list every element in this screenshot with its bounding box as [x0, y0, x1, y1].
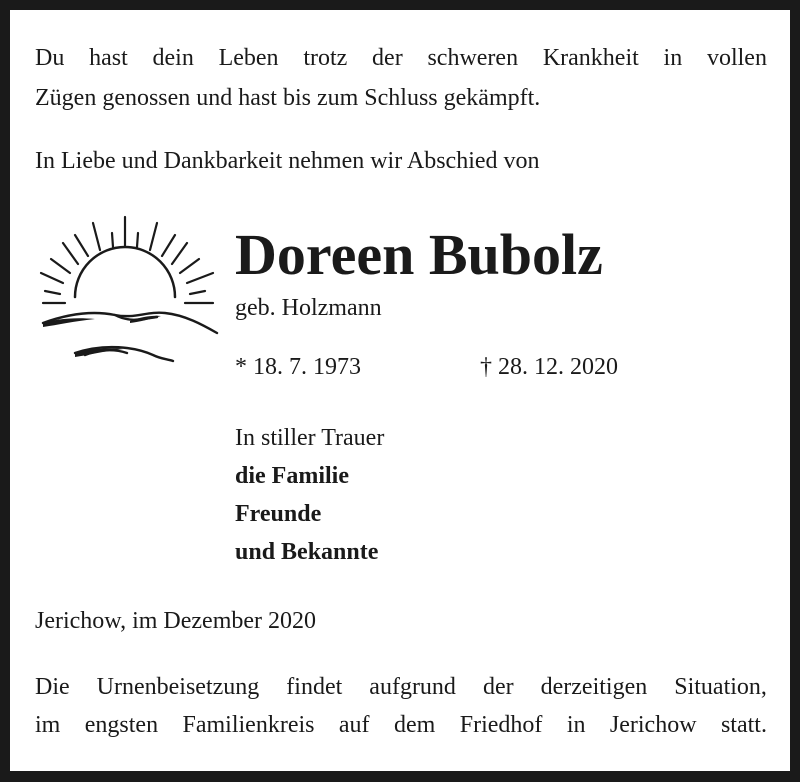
word: im [35, 712, 61, 738]
word: trotz [303, 45, 348, 71]
word: Krankheit [542, 45, 639, 71]
mourner-family: die Familie [235, 463, 349, 489]
sunset-over-hills-icon [35, 215, 220, 370]
mourning-intro: In stiller Trauer [235, 425, 385, 451]
deceased-name: Doreen Bubolz [235, 222, 603, 287]
word: auf [338, 712, 370, 738]
death-date: † 28. 12. 2020 [480, 354, 618, 380]
farewell-text: In Liebe und Dankbarkeit nehmen wir Abschied von [35, 148, 540, 174]
word: schweren [427, 45, 519, 71]
burial-line-2 [35, 710, 767, 740]
word: Situation, [674, 674, 767, 700]
mourner-acquaintances: und Bekannte [235, 539, 379, 565]
word: Du [35, 45, 65, 71]
word: der [482, 674, 514, 700]
intro-line-1 [35, 43, 767, 73]
burial-line-1 [35, 672, 767, 702]
maiden-name: geb. Holzmann [235, 295, 382, 321]
word: dem [393, 712, 436, 738]
word: Leben [218, 45, 279, 71]
place-date: Jerichow, im Dezember 2020 [35, 608, 317, 634]
word: Friedhof [459, 712, 543, 738]
word: in [663, 45, 683, 71]
word: engsten [84, 712, 159, 738]
word: findet [286, 674, 343, 700]
word: hast [89, 45, 128, 71]
obituary-notice [10, 10, 790, 771]
word: Die [35, 674, 70, 700]
word: derzeitigen [540, 674, 648, 700]
birth-date: * 18. 7. 1973 [235, 354, 361, 380]
word: Urnenbeisetzung [96, 674, 260, 700]
word: vollen [706, 45, 767, 71]
word: der [372, 45, 403, 71]
word: statt. [720, 712, 767, 738]
word: dein [152, 45, 194, 71]
intro-line-2: Zügen genossen und hast bis zum Schluss gekämpft. [35, 85, 541, 111]
mourner-friends: Freunde [235, 501, 322, 527]
word: Familienkreis [182, 712, 315, 738]
word: in [566, 712, 586, 738]
word: Jerichow [609, 712, 697, 738]
word: aufgrund [369, 674, 456, 700]
